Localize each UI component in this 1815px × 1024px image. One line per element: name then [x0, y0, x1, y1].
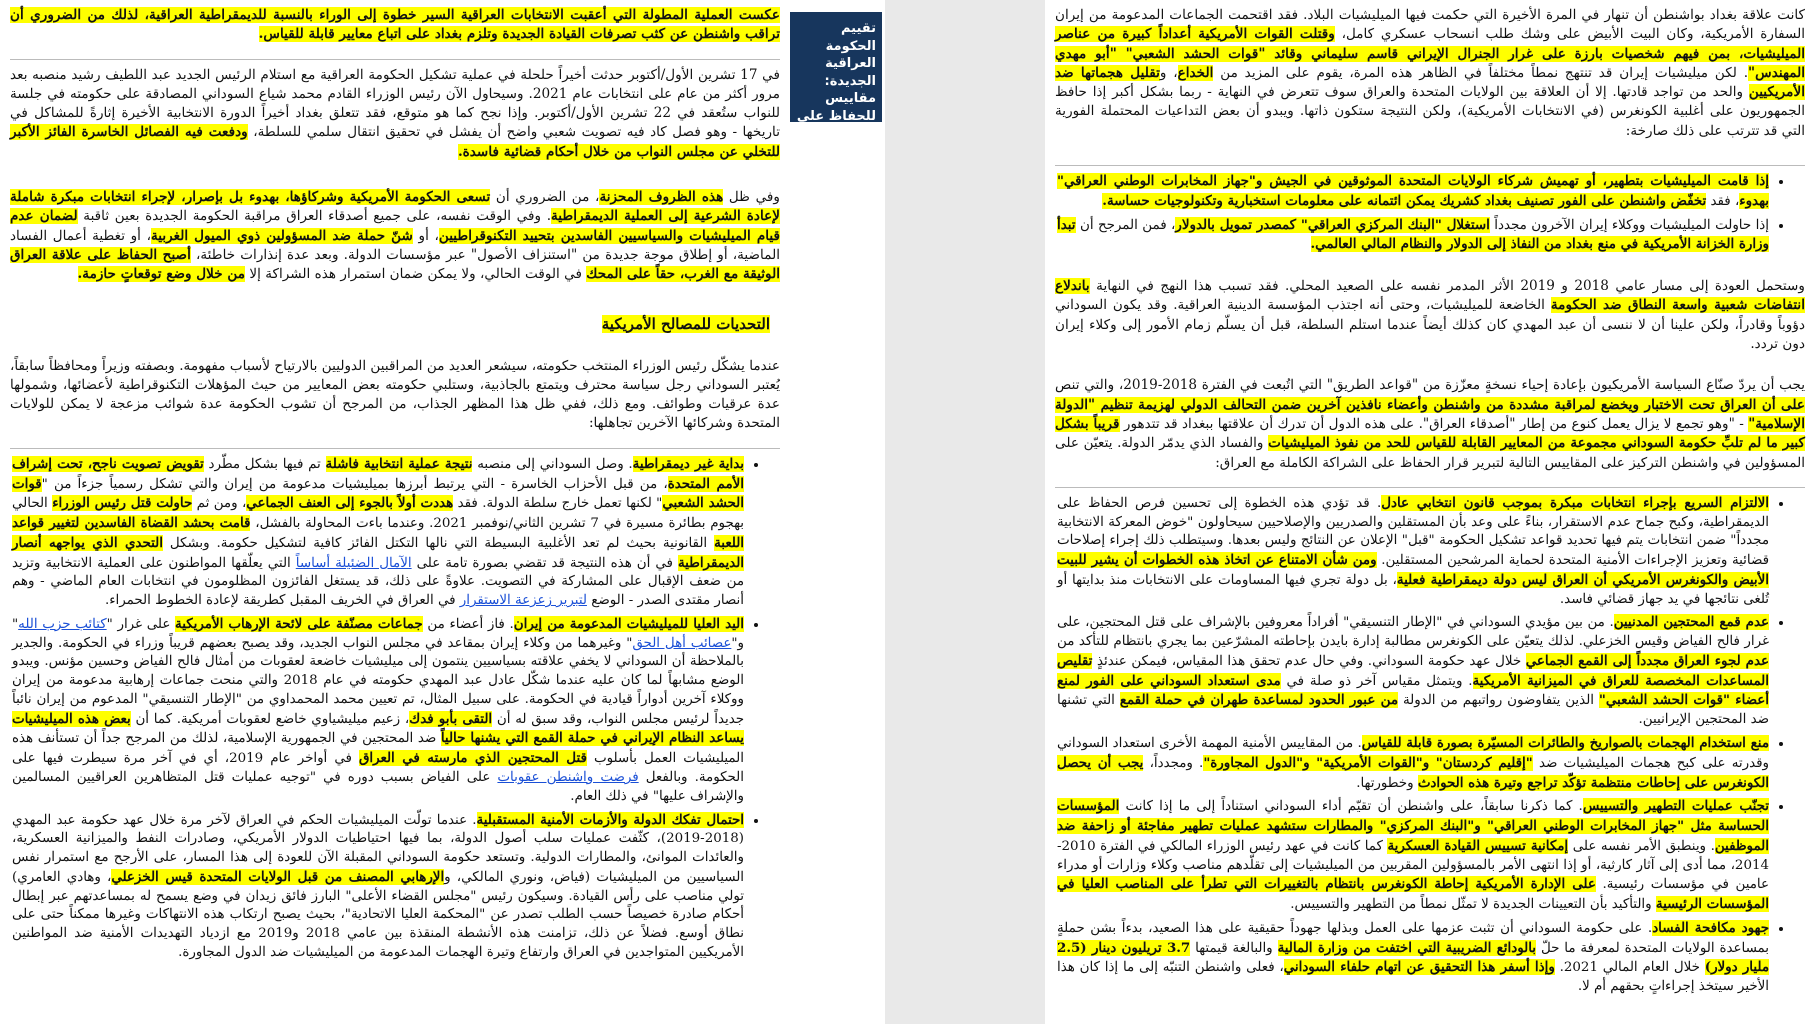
highlighted-text: تقليل هجماتها ضد الأمريكيين	[1055, 64, 1805, 101]
text-run: التي يعلّقها المواطنون على العملية الانتخابية وتزيد من ضعف الإقبال على المشاركة في التصويت. علاوةً على ذلك، قد يستغل الفائزون المظلومون في انتخابات العام الماضي - وهم أنصار مقتدى الصدر - الوضع	[12, 555, 744, 609]
text-run: ، من الضروري أن	[495, 189, 600, 206]
highlighted-text: التقى بأبو فدك	[409, 710, 493, 727]
section-heading: التحديات للمصالح الأمريكية	[601, 314, 770, 333]
highlighted-text: قريباً بشكل كبير ما لم تلبِّ حكومة السوداني مجموعة من المعايير القابلة للقياس للحد من نفوذ الميليشيات	[1055, 415, 1805, 452]
highlighted-text: تجنّب عمليات التطهير والتسييس	[1582, 798, 1769, 815]
highlighted-text: تخفّض واشنطن على الفور تصنيف بغداد كشريك يمكن ائتمانه على معلومات استخبارية وتكنولوجيات حساسة.	[1102, 192, 1707, 209]
text-run: . قد تؤدي هذه الخطوة إلى تحسين فرص الحفاظ على الديمقراطية، وكبح جماح عدم الاستقرار، بناءً على وعد بأن المستقلين والصدريين والإصلاحيين سيحاولون "خوض المعركة الانتخابية مجدداً" ضمن انتخابات يتم فيها تحديد قواعد تشكيل الحكومة "قبل" الإعلان عن النتائج وليس بعدها. وسيتطلب ذلك إجراء إصلاحات قضائية وتعزيز الإجراءات الأمنية المتحدة لحماية المرشحين المستقلين.	[1057, 495, 1769, 569]
highlighted-text: أصبح الحفاظ على علاقة العراق الوثيقة مع الغرب، حقاً على المحك	[10, 246, 780, 283]
text-run: وخطورتها.	[1356, 775, 1414, 791]
text-run: عندما يشكّل رئيس الوزراء المنتخب حكومته، سيشعر العديد من المراقبين الدوليين بالارتياح لأسباب مفهومة. وبصفته وزيراً ومحافظاً سابقاً، يُعتبر السوداني رجل سياسة محترف ويتمتع بالجاذبية، وستلبي حكومته بعض المعايير من حيث المؤهلات التكنوقراطية لأعضائها، وشمولها عدة عرقيات وطوائف. ومع ذلك، ففي ظل هذا المظهر الجذاب، من المرجح أن تشوب الحكومة عدة شوائب مزعجة لا يمكن للولايات المتحدة وشركائها الآخرين تجاهلها:	[10, 357, 780, 432]
highlighted-text: وإذا أسفر هذا التحقيق عن اتهام حلفاء السوداني	[1283, 959, 1555, 976]
text-run: يجب أن يردّ صنّاع السياسة الأمريكيون بإعادة إحياء نسخةٍ معزّزة من "قواعد الطريق" التي اتُبعت في الفترة 2018-2019، والتي تنص	[1055, 377, 1806, 394]
article-link[interactable]: الآمال الضئيلة أساساً	[295, 555, 412, 571]
text-run: . فاز أعضاء من	[427, 616, 514, 632]
text-run: ، فمن المرجح أن	[1079, 217, 1176, 233]
text-run: ، ومن ثم	[196, 496, 247, 512]
text-run: ، زعيم ميليشياوي خاضع لعقوبات أمريكية. كما أن	[135, 711, 410, 727]
highlighted-text: نتيجة عملية انتخابية فاشلة	[325, 455, 473, 472]
highlighted-text: على أن العراق تحت الاختبار ويخضع لمراقبة مشددة من واشنطن وأعضاء نافذين آخرين ضمن التحالف الدولي لهزيمة تنظيم "الدولة الإسلامية"	[1055, 396, 1805, 432]
highlighted-text: باندلاع انتفاضات شعبية واسعة النطاق ضد الحكومة	[1055, 278, 1805, 314]
highlighted-text: تقليص المساعدات المخصصة للعراق في الميزانية الأمريكية	[1057, 652, 1769, 689]
text-run: في 17 تشرين الأول/أكتوبر حدثت أخيراً حلحلة في عملية تشكيل الحكومة العراقية مع استلام الرئيس الجديد عبد اللطيف رشيد منصبه بعد مرور أكثر من عام على انتخابات عام 2021. وسيحاول الآن رئيس الوزراء القادم محمد شياع السوداني المصادقة على حكومته في جلسة للنواب ستُعقد في 22 تشرين الأول/أكتوبر. وإذا نجح كما هو متوقع، فقد تتعلق بغداد أخيراً الدورة الانتخابية الأخيرة إثارةً للمشاكل في تاريخها - وهو فصل كاد فيه تصويت شعبي واضح أن يفشل في تحقيق انتقال سلمي للسلطة،	[10, 66, 780, 141]
text-run: التي تشنها ضد المحتجين الإيرانيين.	[1057, 693, 1769, 728]
text-run: - "وهو تجمع لا يزال يعمل كنوع من إطار "أصدقاء العراق". على هذه الدول أن تدرك أن علاقتها ببغداد قد تتدهور	[1123, 415, 1744, 432]
highlighted-text: اليد العليا للميليشيات المدعومة من إيران	[513, 615, 744, 632]
highlighted-text: وقتلت القوات الأمريكية أعداداً كبيرة من عناصر الميليشيات، بمن فيهم شخصيات بارزة على غرار الجنرال الإيراني قاسم سليماني وقائد "قوات الحشد الشعبي" "أبو مهدي المهندس"	[1055, 26, 1806, 81]
highlighted-text: هذه الظروف المحزنة	[599, 189, 724, 206]
paragraph	[10, 357, 780, 434]
paragraph	[1055, 376, 1805, 472]
text-run: " و"	[12, 616, 744, 651]
highlighted-text: على الإدارة الأمريكية إحاطة الكونغرس بانتظام بالتغييرات التي تطرأ على المناصب العليا في المؤسسات الرئيسية	[1057, 876, 1769, 913]
text-run: الذين يتفاوضون رواتبهم من الدولة	[1402, 693, 1594, 709]
article-date: ٢١ أكتوبر ٢٠٢٢ متوفر أيضاً باللغات English	[809, 176, 876, 191]
text-run: وستحمل العودة إلى مسار عامي 2018 و 2019 الأثر المدمر نفسه على الصعيد المحلي. فقد تسبب هذا النهج في النهاية	[1096, 278, 1805, 295]
list-item	[12, 811, 744, 963]
paragraph	[10, 188, 780, 284]
text-run: . على حكومة السوداني أن تثبت عزمها على العمل وبذلها جهوداً حقيقية على هذا الصعيد، بدءاً بشن حملةٍ بمساعدة الولايات المتحدة لمعرفة ما حلّ	[1057, 920, 1769, 956]
viewer-background	[885, 0, 1045, 1024]
text-run: . وصل السوداني إلى منصبه	[477, 456, 633, 472]
divider	[1055, 165, 1805, 166]
text-run: والحد من تواجد قادتها. إلا أن العلاقة بين الولايات المتحدة والعراق سوف تتعرض في النهاية - ربما بشكل أكبر إذا حافظ الجمهوريون على أغلبية الكونغرس (في الانتخابات الأمريكية)، ولكن النتيجة ستكون ذاتها. ويبدو أن بعض التداعيات المحتملة الفورية التي قد تترتب على ذلك صارخة:	[1055, 84, 1805, 139]
highlighted-text: الالتزام السريع بإجراء انتخابات مبكرة بموجب قانون انتخابي عادل	[1381, 494, 1770, 511]
intro-summary	[10, 6, 780, 45]
text-run: ، وهادي العامري) تولي مناصب على رأس القيادة. وسيكون رئيس "مجلس القضاء الأعلى" البارز فائق زيدان في وضع يسمح له بمساعدتهم عبر إبطال أحكام صادرة خصيصاً حسب الطلب تصدر عن "المحكمة العليا الاتحادية"، بحيث يصبح ارتكاب هذه الانتهاكات وغيرها ممكناً حتى على نطاق أوسع. فضلاً عن ذلك، تزامنت هذه الأنشطة المنقذة بين عامي 2018 و2019 مع ازدياد التهديدات الأمنية ضد المواطنين الأمريكيين المتواجدين في العراق وارتفاع وتيرة الهجمات المدعومة من الميليشيات ضد الدول المجاورة.	[12, 869, 744, 960]
text-run: ، أو تغطية أعمال الفساد الماضية، أو إطلاق موجة جديدة من "استنزاف الأصول" عبر مؤسسات الدولة. وبعد عدة إنذارات خاطئة،	[10, 227, 780, 263]
highlighted-text: بعض هذه الميليشيات يساعد النظام الإيراني في حملة القمع التي يشنها حالياً	[12, 710, 744, 747]
text-run: . ويتمثل مقياس آخر ذو صلة في	[1286, 673, 1473, 689]
highlighted-text: "إقليم كردستان" و"القوات الأمريكية" و"الدول المجاورة"	[1203, 754, 1533, 771]
text-run: كانت علاقة بغداد بواشنطن أن تنهار في المرة الأخيرة التي حكمت فيها الميليشيات البلاد. فقد اقتحمت الجماعات المدعومة من إيران السفارة الأمريكية، وكان البيت الأبيض على وشك طلب انسحاب عسكري كامل،	[1055, 7, 1806, 43]
highlighted-text: إذا قامت الميليشيات بتطهير، أو تهميش شركاء الولايات المتحدة الموثوقين في الجيش و"جهاز المخابرات الوطني العراقي" بهدوء	[1057, 173, 1769, 209]
highlighted-text: لضمان عدم قيام الميليشيات والسياسيين الفاسدين بتحييد التكنوقراطيين	[10, 208, 780, 244]
list-item	[1057, 734, 1769, 793]
text-run: " لكنها تعمل خارج سلطة الدولة. فقد	[457, 496, 663, 512]
list-item	[1057, 494, 1769, 610]
highlighted-text: من عبور الحدود لمساعدة طهران في حملة القمع	[1119, 692, 1399, 709]
text-run: على الفياض بسبب دوره في "توجيه عمليات قتل المتظاهرين العراقيين المسالمين والإشراف عليها" في ذلك العام.	[12, 770, 744, 804]
highlighted-text: التحدي الذي يواجهه أنصار الديمقراطية	[12, 534, 745, 571]
list-item	[12, 455, 744, 611]
highlighted-text: شنّ حملة ضد المسؤولين ذوي الميول الغربية	[150, 227, 413, 244]
paragraph	[1055, 277, 1805, 354]
list-item	[12, 615, 744, 807]
highlighted-text: بداية غير ديمقراطية	[632, 455, 744, 472]
text-run: كما كانت في عهد رئيس الوزراء المالكي في الفترة 2010-2014، مما أدى إلى آثار كارثية، أو إذا انتهى الأمر بالمسؤولين المقربين من الميليشيات إلى تقلّدهم مناصب وكلاء وزارات أو مدراء عامين في مؤسسات رئيسية.	[1057, 838, 1769, 893]
consequences-list	[1057, 172, 1785, 255]
article-link[interactable]: عصائب أهل الحق	[632, 635, 732, 651]
article-link[interactable]: لتبرير زعزعة الاستقرار	[459, 593, 587, 609]
text-run: . وفي الوقت نفسه، على جميع أصدقاء العراق مراقبة الحكومة الجديدة بعين ثاقبة	[83, 208, 552, 225]
text-run: تم فيها بشكل مطّرد	[208, 456, 321, 472]
highlighted-text: جهود مكافحة الفساد	[1652, 919, 1769, 936]
highlighted-text: قامت بحشد القضاة الفاسدين لتغيير قواعد اللعبة	[12, 515, 745, 551]
text-run: على غرار "	[106, 616, 171, 632]
highlighted-text: هددت أولاً بالجوء إلى العنف الجماعي	[246, 495, 454, 512]
text-run: الحالي بهجوم بطائرة مسيرة في 7 تشرين الثاني/نوفمبر 2021. وعندما باءت المحاولة بالفشل،	[12, 496, 744, 532]
text-run: والبالغة قيمتها	[1195, 940, 1273, 956]
text-run: ضد المحتجين في الجمهورية الإسلامية، لذلك من المرجح جداً أن تستأنف هذه الميليشيات العمل بأسلوب	[12, 731, 744, 767]
text-run: وفي ظل	[728, 189, 780, 206]
highlighted-text: عكست العملية المطولة التي أعقبت الانتخابات العراقية السير خطوة إلى الوراء بالنسبة للديمقراطية العراقية، لذلك من الضروري أن تراقب واشنطن عن كثب تصرفات القيادة الجديدة وتلزم بغداد على اتباع معايير قابلة للقياس.	[10, 7, 780, 43]
challenges-list	[12, 455, 760, 963]
highlighted-text: من خلال وضع توقعاتٍ حازمة.	[77, 266, 246, 283]
metrics-list	[1057, 494, 1785, 997]
paragraph	[1055, 6, 1805, 141]
highlighted-text: يجب أن يحصل الكونغرس على إحاطات منتظمة تؤكّد تراجع وتيرة هذه الحوادث	[1057, 754, 1769, 791]
text-run: خلال عهد حكومة السوداني. وفي حال عدم تحقق هذا المقياس، فيمكن عندئذٍ	[1096, 653, 1522, 669]
text-run: في أن هذه النتيجة قد تقضي بصورة تامة على	[416, 555, 673, 571]
divider	[10, 448, 780, 449]
text-run: والفساد الذي يدمّر الدولة. يتعيّن على المسؤولين في واشنطن التركيز على المقاييس التالية لتبرير قرار الحفاظ على الشراكة الكاملة مع العراق:	[1055, 435, 1805, 471]
highlighted-text: احتمال تفكك الدولة والأزمات الأمنية المستقبلية	[476, 811, 744, 828]
article-title: تقييم الحكومة العراقية الجديدة: مقاييس للحفاظ على المصالح الأمريكية	[796, 21, 876, 159]
text-run: ، و	[1159, 64, 1178, 81]
highlighted-text: عدم لجوء العراق مجدداً إلى القمع الجماعي	[1525, 652, 1769, 669]
highlighted-text: تسعى الحكومة الأمريكية وشركاؤها، بهدوء بل بإصرار، لإجراء انتخابات مبكرة شاملة لإعادة الشرعية إلى العملية الديمقراطية	[10, 189, 780, 225]
text-run: ، بل دولة تجري فيها المساومات على الانتخابات منذ بدايتها أو تُلغى نتائجها في يد جهاز قضائي فاسد.	[1057, 572, 1769, 607]
list-item	[1057, 613, 1769, 730]
highlighted-text: مدى استعداد السوداني على الفور لمنع أعضاء "قوات الحشد الشعبي"	[1057, 672, 1770, 709]
highlighted-text: 3.7 تريليون دينار (2.5 مليار دولار)	[1057, 939, 1770, 976]
highlighted-text: حاولت قتل رئيس الوزراء	[52, 495, 193, 512]
highlighted-text: المؤسسات الحساسة مثل "جهاز المخابرات الوطني العراقي" و"البنك المركزي" والمطارات ستشهد عمليات تطهير مفاجئة أو زاحفة ضد الموظفين	[1057, 798, 1769, 854]
highlighted-text: استغلال "البنك المركزي العراقي" كمصدر تمويل بالدولار	[1175, 216, 1490, 233]
article-link[interactable]: كتائب حزب الله	[18, 616, 107, 632]
text-run: الخاضعة للميليشيات، وحتى أنه اجتذب المؤسسة الدينية العراقية. وقد يكون السوداني دؤوباً وقادراً، ولكن علينا أن لا ننسى أن عبد المهدي كان كذلك أيضاً عندما استلم السلطة، قبل أن يسلّم زمام الأمور إلى وكلاء إيران دون تردد.	[1055, 297, 1805, 353]
text-run: خلال العام المالي 2021.	[1559, 960, 1700, 976]
text-run: والتأكيد بأن التعيينات الجديدة لا تمثّل نمطاً من التطهير والتسييس.	[1290, 897, 1652, 913]
highlighted-text: إمكانية تسييس القيادة العسكرية	[1387, 837, 1569, 854]
highlighted-text: ومن شأن الامتناع عن اتخاذ هذه الخطوات أن يشير للبيت الأبيض والكونغرس الأمريكي أن العراق ليس دولة ديمقراطية فعلية	[1057, 552, 1769, 588]
article-link[interactable]: فرضت واشنطن عقوبات	[497, 770, 639, 785]
highlighted-text: قتل المحتجين الذي مارسته في العراق	[359, 750, 587, 767]
text-run: القانونية بحيث لم تعد الأغلبية البسيطة التي نالها التكتل الفائز كافية لتشكيل حكومة. وبشكل	[169, 535, 708, 551]
highlighted-text: منع استخدام الهجمات بالصواريخ والطائرات المسيّرة بصورة قابلة للقياس	[1361, 735, 1769, 751]
text-run: في أواخر عام 2019، أي في آخر مرة سيطرت فيها على الحكومة. وبالفعل	[12, 751, 744, 785]
highlighted-text: قوات الحشد الشعبي	[12, 475, 744, 512]
highlighted-text: تبدأ وزارة الخزانة الأمريكية في منع بغداد من النفاذ إلى الدولار والنظام المالي العالمي.	[1057, 216, 1769, 253]
document-page-right	[1045, 0, 1815, 1024]
text-run: . عندما تولّت الميليشيات الحكم في العراق لآخر مرة خلال عهد حكومة عبد المهدي (2018-2019)، كثّفت عمليات سلب أصول الدولة، بما فيها احتياطيات الدولار الأمريكي، وصادرات النفط والميزانية العسكرية، والعائدات الموانئ، والمطارات الدولية. وتستعد حكومة السوداني المقبلة الآن للعودة إلى هذا المسار، على الأرجح مع استمرار نفس السياسيين من الميليشيات (فياض، ونوري المالكي، و	[12, 812, 744, 885]
text-run: . من بين مؤيدي السوداني في "الإطار التنسيقي" أفراداً معروفين بالإشراف على قتل المحتجين، على غرار فالح الفياض وقيس الخزعلي. لذلك يتعيّن على الكونغرس مطالبة إدارة بايدن بإحاطته المشرّعين بما يجري بانتظام للتأكد من	[1057, 615, 1769, 650]
highlighted-text: ودفعت فيه الفصائل الخاسرة الفائز الأكبر للتخلي عن مجلس النواب من خلال أحكام قضائية فاسدة.	[10, 124, 780, 160]
document-page-left	[0, 0, 790, 1024]
text-run: . كما ذكرنا سابقاً، على واشنطن أن تقيّم أداء السوداني استناداً إلى ما إذا كانت	[1125, 799, 1583, 815]
text-run: . لكن ميليشيات إيران قد تنتهج نمطاً مختلفاً في الظاهر هذه المرة، يقوم على المزيد من	[1220, 64, 1749, 81]
list-item	[1057, 216, 1769, 256]
highlighted-text: عدم قمع المحتجين المدنيين	[1613, 614, 1769, 631]
highlighted-text: جماعات مصنّفة على لائحة الإرهاب الأمريكية	[175, 615, 423, 632]
text-run: ، أو	[418, 227, 439, 244]
article-author: بواسطة دافد بلاك	[832, 166, 876, 174]
highlighted-text: بالودائع الضريبية التي اختفت من وزارة المالية	[1277, 939, 1537, 956]
list-item	[1057, 172, 1769, 212]
list-item	[1057, 919, 1769, 997]
divider	[1055, 487, 1805, 488]
viewer-gutter	[790, 0, 1045, 1024]
text-run: . ومجدداً،	[1149, 755, 1204, 771]
text-run: في الوقت الحالي، ولا يمكن ضمان استمرار هذه الشراكة إلا	[249, 266, 582, 283]
highlighted-text: الإرهابي المصنف من قبل الولايات المتحدة قيس الخزعلي	[111, 868, 445, 885]
text-run: في العراق في الخريف المقبل كطريقة لإعادة الخطوط الحمراء.	[104, 593, 456, 609]
divider	[10, 59, 780, 60]
list-item	[1057, 797, 1769, 915]
text-run: ، فعلى واشنطن التنبّه إلى ما إذا كان هذا الأخير سيتخذ إجراءاتٍ بحقهم أم لا.	[1057, 960, 1769, 995]
article-title-box	[790, 12, 882, 191]
text-run: ، فقد	[1710, 193, 1740, 209]
text-run: . من المقاييس الأمنية المهمة الأخرى استعداد السوداني وقدرته على كبح هجمات الميليشيات ضد	[1057, 736, 1769, 771]
text-run: " وغيرهما من وكلاء إيران بمقاعد في مجلس النواب الجديد، وقد يصبح بعضهم قريباً وزراء في الحكومة. والجدير بالملاحظة أن السوداني لا يخفي علاقته بسياسيين ينتمون إلى ميليشيات خاضعة لعقوبات من أمثال فالح الفياض وحسين مؤنس. ويبدو الوضع مشابهاً لما كان عليه عندما شكّل عادل عبد المهدي حكومته في عام 2018 والتي منحت جماعات إرهابية مدعومة من إيران ووكلاء آخرين أدواراً قيادية في الحكومة. على سبيل المثال، تم تعيين محمد المحمداوي من "الإطار التنسيقي" المدعوم من إيران نائباً جديداً لرئيس مجلس النواب، وقد سبق له أن	[12, 635, 745, 727]
paragraph	[10, 66, 780, 162]
highlighted-text: تقويض تصويت ناجح، تحت إشراف الأمم المتحدة	[12, 455, 744, 492]
highlighted-text: الخداع	[1177, 64, 1214, 81]
text-run: ، من قبل الأحزاب الخاسرة - التي يرتبط أبرزها بميليشيات مدعومة من إيران والتي تشكل رسمياً جزءاً من "	[41, 476, 668, 492]
text-run: . وينطبق الأمر نفسه على	[1572, 838, 1715, 854]
text-run: إذا حاولت الميليشيات ووكلاء إيران الآخرون مجدداً	[1494, 217, 1769, 233]
